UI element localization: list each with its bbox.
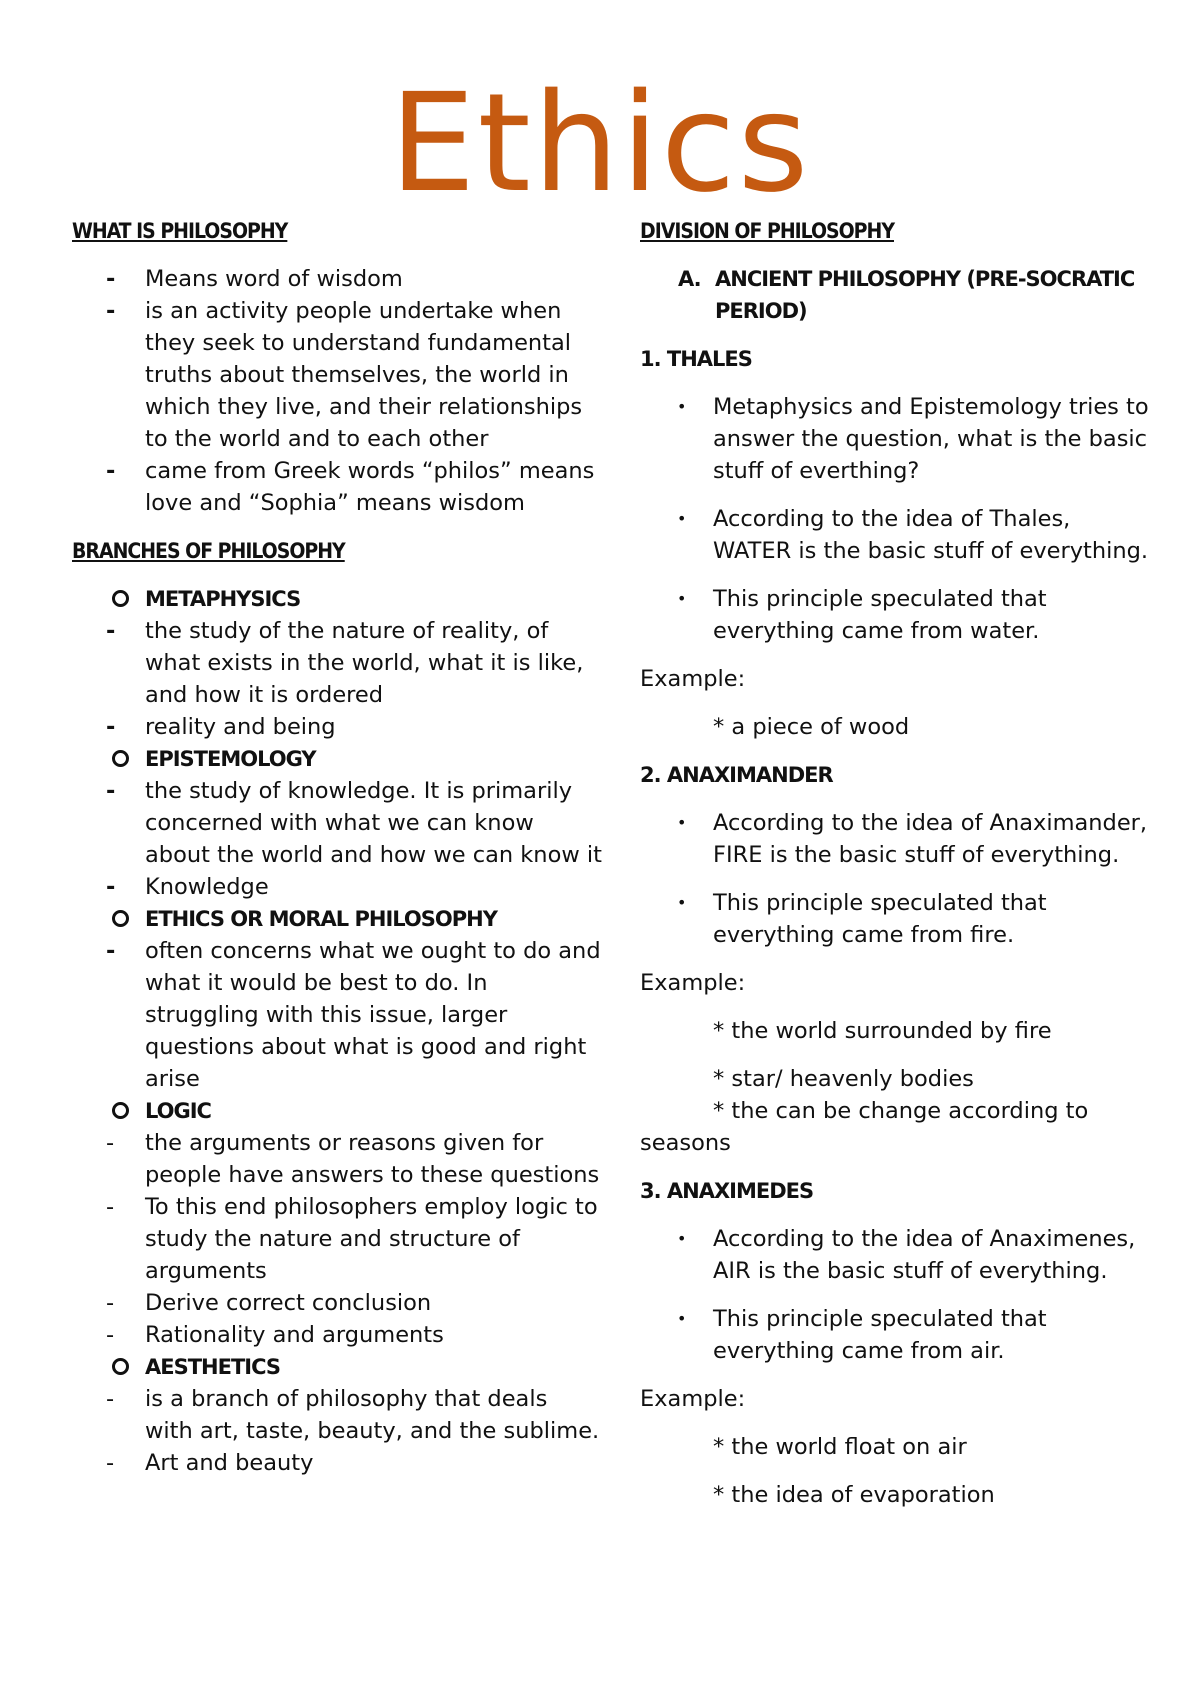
circle-bullet-icon bbox=[112, 910, 129, 927]
example-label: Example: bbox=[640, 666, 746, 692]
philosopher-heading-anaximander: 2. ANAXIMANDER bbox=[640, 763, 833, 787]
example-item: * the idea of evaporation bbox=[713, 1482, 995, 1508]
dash-marker: - bbox=[106, 1194, 115, 1220]
branch-logic: LOGIC bbox=[72, 1095, 602, 1127]
list-item: - is a branch of philosophy that deals with art, taste, beauty, and the sublime. bbox=[72, 1383, 602, 1447]
list-item: - Means word of wisdom bbox=[72, 263, 602, 295]
example-item: * the world surrounded by fire bbox=[713, 1018, 1052, 1044]
dash-marker: - bbox=[106, 1386, 115, 1412]
dash-marker: - bbox=[106, 1290, 115, 1316]
dash-marker: - bbox=[106, 1450, 115, 1476]
list-item: - often concerns what we ought to do and what it would be best to do. In struggling with this issue, larger questions about what is good and right arise bbox=[72, 935, 602, 1095]
list-item: - reality and being bbox=[72, 711, 602, 743]
example-label: Example: bbox=[640, 1386, 746, 1412]
list-item: - came from Greek words “philos” means love and “Sophia” means wisdom bbox=[72, 455, 602, 519]
bullet-dot-icon: • bbox=[677, 813, 687, 832]
bullet-dot-icon: • bbox=[677, 509, 687, 528]
bullet-dot-icon: • bbox=[677, 397, 687, 416]
list-item: - Knowledge bbox=[72, 871, 602, 903]
example-item: * the can be change according to seasons bbox=[640, 1098, 1089, 1156]
example-item: * star/ heavenly bodies bbox=[713, 1066, 974, 1092]
dash-marker: - bbox=[106, 778, 116, 804]
dash-marker: - bbox=[106, 1130, 115, 1156]
dash-marker: - bbox=[106, 458, 116, 484]
dash-marker: - bbox=[106, 266, 116, 292]
list-item: - Derive correct conclusion bbox=[72, 1287, 602, 1319]
right-column bbox=[640, 215, 1150, 1511]
example-item: * a piece of wood bbox=[713, 714, 910, 740]
branch-metaphysics: METAPHYSICS bbox=[72, 583, 602, 615]
bullet-dot-icon: • bbox=[677, 1229, 687, 1248]
branch-epistemology: EPISTEMOLOGY bbox=[72, 743, 602, 775]
list-item: - the study of knowledge. It is primarily concerned with what we can know about the world and how we can know it bbox=[72, 775, 602, 871]
bullet-dot-icon: • bbox=[677, 893, 687, 912]
dash-marker: - bbox=[106, 298, 116, 324]
bullet-dot-icon: • bbox=[677, 589, 687, 608]
list-item: • This principle speculated that everything came from fire. bbox=[640, 887, 1150, 951]
list-item: - Art and beauty bbox=[72, 1447, 602, 1479]
list-item: • This principle speculated that everything came from air. bbox=[640, 1303, 1150, 1367]
list-item: - is an activity people undertake when they seek to understand fundamental truths about themselves, the world in which they live, and their relationships to the world and to each other bbox=[72, 295, 602, 455]
dash-marker: - bbox=[106, 1322, 115, 1348]
list-item: • According to the idea of Anaximenes, AIR is the basic stuff of everything. bbox=[640, 1223, 1150, 1287]
branch-aesthetics: AESTHETICS bbox=[72, 1351, 602, 1383]
what-is-philosophy-list bbox=[72, 263, 602, 519]
division-title: ANCIENT PHILOSOPHY (PRE-SOCRATIC PERIOD) bbox=[715, 267, 1135, 323]
list-item: • This principle speculated that everything came from water. bbox=[640, 583, 1150, 647]
philosopher-heading-anaximenes: 3. ANAXIMEDES bbox=[640, 1179, 814, 1203]
left-column bbox=[72, 215, 602, 1479]
list-item: - Rationality and arguments bbox=[72, 1319, 602, 1351]
example-item: * the world float on air bbox=[713, 1434, 967, 1460]
dash-marker: - bbox=[106, 714, 116, 740]
division-heading: DIVISION OF PHILOSOPHY bbox=[640, 219, 894, 243]
circle-bullet-icon bbox=[112, 1358, 129, 1375]
what-is-philosophy-heading: WHAT IS PHILOSOPHY bbox=[72, 219, 288, 243]
division-letter: A. bbox=[678, 267, 701, 291]
dash-marker: - bbox=[106, 618, 116, 644]
circle-bullet-icon bbox=[112, 1102, 129, 1119]
page-title: Ethics bbox=[389, 65, 811, 223]
list-item: • According to the idea of Thales, WATER is the basic stuff of everything. bbox=[640, 503, 1150, 567]
list-item: • According to the idea of Anaximander, FIRE is the basic stuff of everything. bbox=[640, 807, 1150, 871]
list-item: • Metaphysics and Epistemology tries to answer the question, what is the basic stuff of everthing? bbox=[640, 391, 1150, 487]
dash-marker: - bbox=[106, 874, 116, 900]
bullet-dot-icon: • bbox=[677, 1309, 687, 1328]
branch-ethics: ETHICS OR MORAL PHILOSOPHY bbox=[72, 903, 602, 935]
list-item: - the arguments or reasons given for people have answers to these questions bbox=[72, 1127, 602, 1191]
philosopher-heading-thales: 1. THALES bbox=[640, 347, 752, 371]
ancient-philosophy-heading bbox=[640, 263, 1150, 327]
branches-heading: BRANCHES OF PHILOSOPHY bbox=[72, 539, 345, 563]
list-item: - To this end philosophers employ logic to study the nature and structure of arguments bbox=[72, 1191, 602, 1287]
dash-marker: - bbox=[106, 938, 116, 964]
example-label: Example: bbox=[640, 970, 746, 996]
circle-bullet-icon bbox=[112, 750, 129, 767]
list-item: - the study of the nature of reality, of what exists in the world, what it is like, and how it is ordered bbox=[72, 615, 602, 711]
circle-bullet-icon bbox=[112, 590, 129, 607]
